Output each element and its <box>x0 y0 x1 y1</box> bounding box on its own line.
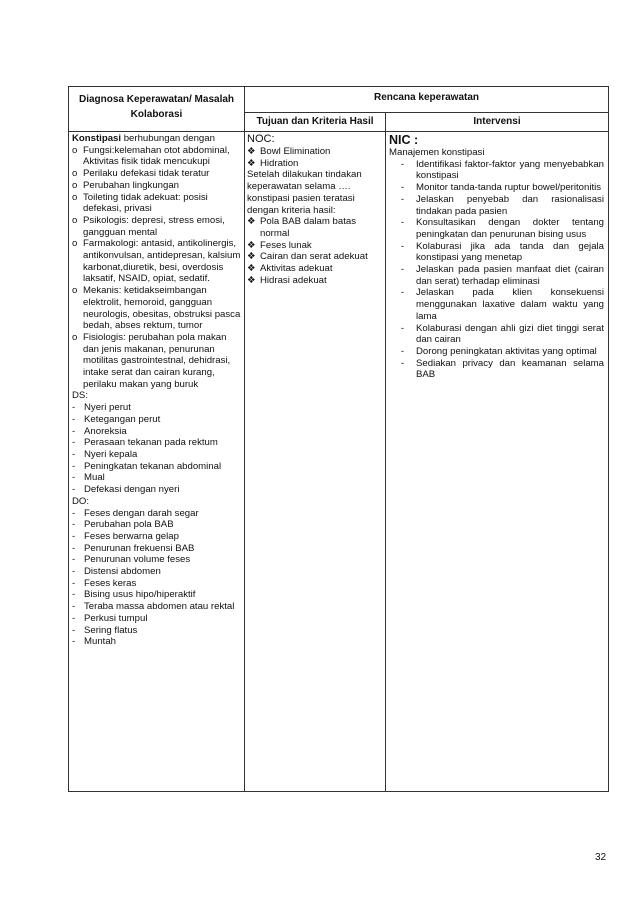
list-item: - Sering flatus <box>72 624 138 636</box>
list-item: o Farmakologi: antasid, antikolinergis, antikonvulsan, antidepresan, kalsium karbonat,diuretik, besi, overdosis laksatif, NSAID, opiat, sedatif. <box>72 238 241 285</box>
list-item: - Penurunan frekuensi BAB <box>72 542 195 554</box>
list-item: o Mekanis: ketidakseimbangan elektrolit, hemoroid, gangguan neurologis, obesitas, obstruksi pasca bedah, abses rektum, tumor <box>72 285 241 332</box>
diamond-bullet-icon: ❖ <box>247 216 256 228</box>
list-item: - Kolaburasi dengan ahli gizi diet tinggi serat dan cairan <box>400 322 604 346</box>
noc-title: NOC: <box>247 133 275 145</box>
diamond-bullet-icon: ❖ <box>247 263 256 275</box>
outcomes-cell <box>245 132 386 792</box>
ds-label: DS: <box>72 390 88 402</box>
list-item: - Nyeri perut <box>72 402 131 414</box>
list-item: ❖ Cairan dan serat adekuat <box>247 251 368 263</box>
list-item: - Jelaskan pada pasien manfaat diet (cairan dan serat) terhadap eliminasi <box>400 264 604 287</box>
list-item: - Mual <box>72 472 105 484</box>
page-number: 32 <box>595 852 607 863</box>
list-item: - Peningkatan tekanan abdominal <box>72 460 222 472</box>
do-label: DO: <box>72 495 90 507</box>
list-item: o Fisiologis: perubahan pola makan dan jenis makanan, penurunan motilitas gastrointestnal, dehidrasi, intake serat dan cairan kurang, perilaku makan yang buruk <box>72 331 231 390</box>
list-item: - Distensi abdomen <box>72 566 161 578</box>
list-item: - Feses berwarna gelap <box>72 530 179 542</box>
nic-title: NIC : <box>389 133 419 147</box>
list-item: - Teraba massa abdomen atau rektal <box>72 601 235 613</box>
list-item: ❖ Bowl Elimination <box>247 146 331 157</box>
list-item: - Penurunan volume feses <box>72 554 191 566</box>
list-item: ❖ Hidration <box>247 157 299 169</box>
diamond-bullet-icon: ❖ <box>247 146 256 157</box>
diamond-bullet-icon: ❖ <box>247 157 256 169</box>
diagnosis-cell <box>69 132 245 792</box>
list-item: - Perkusi tumpul <box>72 612 148 624</box>
nic-subtitle: Manajemen konstipasi <box>389 147 485 158</box>
list-item: - Konsultasikan dengan dokter tentang peningkatan dan penurunan bising usus <box>400 217 604 240</box>
list-item: - Monitor tanda-tanda ruptur bowel/peritonitis <box>400 182 602 194</box>
header-outcomes: Tujuan dan Kriteria Hasil <box>245 113 386 132</box>
list-item: ❖ Feses lunak <box>247 239 312 251</box>
care-plan-table <box>68 86 609 792</box>
list-item: o Toileting tidak adekuat: posisi defekasi, privasi <box>72 191 208 215</box>
list-item: - Dorong peningkatan aktivitas yang optimal <box>400 345 597 357</box>
header-care-plan: Rencana keperawatan <box>245 87 609 113</box>
list-item: - Jelaskan pada klien konsekuensi menggunakan laxative dalam waktu yang lama <box>400 287 604 322</box>
outcome-intro: Setelah dilakukan tindakan keperawatan selama …. konstipasi pasien teratasi dengan kriteria hasil: <box>247 169 362 216</box>
list-item: - Feses dengan darah segar <box>72 507 199 519</box>
list-item: - Kolaburasi jika ada tanda dan gejala konstipasi yang menetap <box>400 240 604 264</box>
interventions-cell <box>386 132 609 792</box>
list-item: o Fungsi:kelemahan otot abdominal, Aktivitas fisik tidak mencukupi <box>72 144 230 168</box>
factor-list <box>72 145 242 391</box>
list-item: - Defekasi dengan nyeri <box>72 484 180 496</box>
list-item: - Sediakan privacy dan keamanan selama BAB <box>400 357 604 381</box>
list-item: - Nyeri kepala <box>72 448 138 460</box>
diagnosis-title: Konstipasi berhubungan dengan <box>72 133 215 144</box>
list-item: ❖ Pola BAB dalam batas normal <box>247 216 356 239</box>
list-item: - Jelaskan penyebab dan rasionalisasi tindakan pada pasien <box>400 193 604 217</box>
list-item: o Psikologis: depresi, stress emosi, gangguan mental <box>72 214 225 238</box>
list-item: o Perilaku defekasi tidak teratur <box>72 168 210 180</box>
list-item: - Perasaan tekanan pada rektum <box>72 437 218 449</box>
list-item: ❖ Aktivitas adekuat <box>247 263 333 275</box>
list-item: - Ketegangan perut <box>72 413 161 425</box>
list-item: - Anoreksia <box>72 425 127 437</box>
list-item: ❖ Hidrasi adekuat <box>247 274 327 286</box>
diamond-bullet-icon: ❖ <box>247 239 256 251</box>
list-item: - Perubahan pola BAB <box>72 519 174 531</box>
list-item: - Identifikasi faktor-faktor yang menyebabkan konstipasi <box>400 158 604 182</box>
diamond-bullet-icon: ❖ <box>247 251 256 263</box>
ds-list <box>72 402 242 496</box>
list-item: - Bising usus hipo/hiperaktif <box>72 589 196 601</box>
list-item: o Perubahan lingkungan <box>72 179 180 191</box>
diamond-bullet-icon: ❖ <box>247 274 256 286</box>
list-item: - Muntah <box>72 636 116 648</box>
header-diagnosis: Diagnosa Keperawatan/ Masalah Kolaborasi <box>69 87 245 132</box>
list-item: - Feses keras <box>72 577 137 589</box>
header-interventions: Intervensi <box>386 113 609 132</box>
do-list <box>72 508 242 648</box>
